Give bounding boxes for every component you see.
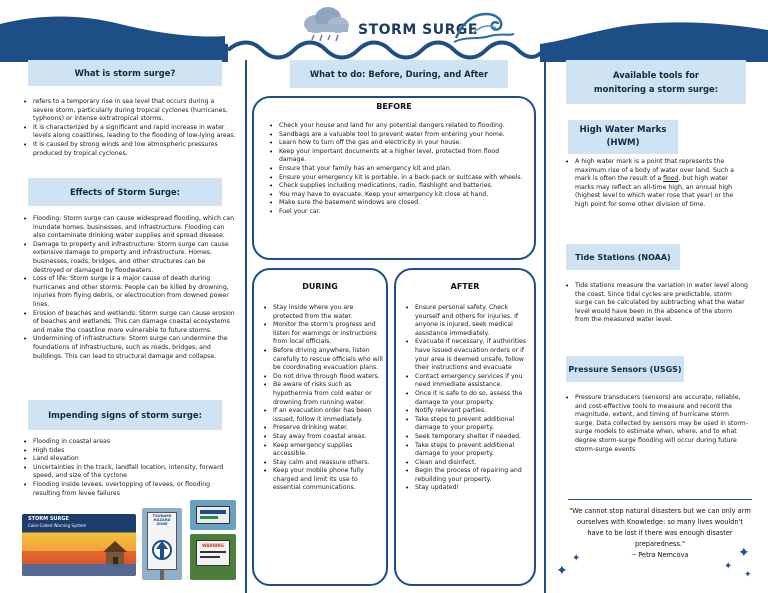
list-item: • Flooding inside levees, overtopping of levees, or flooding resulting from levee failures	[22, 481, 236, 498]
after-title: AFTER	[450, 282, 480, 291]
list-item: • Monitor the storm's progress and listen for warnings or instructions from local officials.	[262, 321, 384, 347]
sparkle-icon: ✦	[744, 570, 752, 580]
coastal-sign-image	[190, 500, 236, 530]
list-item: • Check supplies including medications, radio, flashlight and batteries.	[268, 182, 524, 191]
effects-list	[22, 215, 236, 361]
list-item: • Clean and disinfect.	[404, 459, 532, 468]
list-item: • Stay away from coastal areas.	[262, 433, 384, 442]
tide-list	[564, 282, 748, 325]
sparkle-icon: ✦	[724, 561, 733, 572]
list-item: • Once it is safe to do so, assess the damage to your property.	[404, 390, 532, 407]
list-item: • Make sure the basement windows are closed.	[268, 199, 524, 208]
list-item: • Keep your important documents at a higher level, protected from flood damage.	[268, 148, 524, 165]
list-item: • Flooding: Storm surge can cause widespread flooding, which can inundate homes, businesses, and infrastructure. Flooding can also contaminate drinking water supplies and spread disease.	[22, 215, 236, 241]
hwm-list	[564, 158, 748, 210]
hwm-text-start: A high water mark is a point that represents the maximum rise of a body of water over land. Such a mark is often the result of a	[575, 158, 734, 183]
column-divider-right	[544, 60, 546, 593]
list-item: • It is caused by strong winds and low atmospheric pressures produced by tropical cyclones.	[22, 141, 236, 158]
list-item: • Stay calm and reassure others.	[262, 459, 384, 468]
list-item: • Notify relevant parties.	[404, 407, 532, 416]
tide-stations-header: Tide Stations (NOAA)	[566, 244, 680, 270]
list-item: • Stay inside where you are protected from the water.	[262, 304, 384, 321]
list-item: • Erosion of beaches and wetlands: Storm surge can cause erosion of beaches and wetlands. This can damage coastal ecosystems and make the coastline more vulnerable to future storms.	[22, 310, 236, 336]
signs-list	[22, 438, 236, 498]
during-panel	[252, 268, 388, 586]
list-item: • Ensure your emergency kit is portable, in a back-pack or suitcase with wheels.	[268, 174, 524, 183]
sparkle-icon: ✦	[572, 553, 581, 564]
list-item: • High tides	[22, 447, 236, 456]
sparkle-icon: ✦	[738, 545, 750, 561]
quote-block	[568, 499, 752, 561]
quote-author: -- Petra Nemcova	[631, 551, 689, 559]
list-item: • refers to a temporary rise in sea level that occurs during a severe storm, particularly during tropical cyclones (hurricanes, typhoons) or intense extratropical storms.	[22, 98, 236, 124]
hwm-header: High Water Marks (HWM)	[568, 120, 678, 154]
effects-header: Effects of Storm Surge:	[28, 178, 222, 206]
list-item: • Seek temporary shelter if needed.	[404, 433, 532, 442]
what-to-do-header: What to do: Before, During, and After	[290, 60, 508, 88]
after-panel	[394, 268, 536, 586]
pressure-sensors-header: Pressure Sensors (USGS)	[566, 356, 684, 382]
before-list	[268, 122, 524, 217]
sparkle-icon: ✦	[556, 563, 568, 579]
evacuation-sign-image	[142, 508, 182, 580]
list-item: • Be aware of risks such as hypothermia from cold water or drowning from running water.	[262, 381, 384, 407]
list-item: • Do not drive through flood waters.	[262, 373, 384, 382]
list-item: • Ensure that your family has an emergency kit and plan.	[268, 165, 524, 174]
before-title: BEFORE	[376, 102, 412, 111]
after-list	[404, 304, 532, 493]
column-divider-left	[245, 60, 247, 593]
list-item: • Land elevation	[22, 455, 236, 464]
list-item: • Fuel your car.	[268, 208, 524, 217]
hwm-text-end: , but high water marks may reflect an all-time high, an annual high (highest level to which water rose that year) or the high point for some other division of time.	[575, 175, 734, 208]
list-item: • Sandbags are a valuable tool to prevent water from entering your home.	[268, 131, 524, 140]
list-item: • Tide stations measure the variation in water level along the coast. Since tidal cycles are predictable, storm surge can be calculated by subtracting what the water level would have been in the absence of the storm from the measured water level.	[564, 282, 748, 325]
list-item: • If an evacuation order has been issued, follow it immediately.	[262, 407, 384, 424]
quote-text: "We cannot stop natural disasters but we can only arm ourselves with Knowledge: so many lives wouldn't have to be lost if there was enough disaster preparedness."	[569, 507, 751, 548]
impending-signs-header: Impending signs of storm surge:	[28, 400, 222, 430]
what-is-list	[22, 98, 236, 158]
list-item	[564, 158, 748, 210]
list-item: • Loss of life: Storm surge is a major cause of death during hurricanes and other storms. People can be killed by drowning, injuries from flying debris, or electrocution from downed power lines.	[22, 275, 236, 309]
list-item: • Preserve drinking water.	[262, 424, 384, 433]
list-item: • Stay updated!	[404, 484, 532, 493]
list-item: • Before driving anywhere, listen carefully to rescue officials who will be coordinating evacuation plans.	[262, 347, 384, 373]
before-panel	[252, 96, 536, 260]
what-is-storm-surge-header: What is storm surge?	[28, 60, 222, 86]
wave-icon	[452, 4, 516, 44]
list-item: • Keep your mobile phone fully charged and limit its use to essential communications.	[262, 467, 384, 493]
list-item: • Contact emergency services if you need immediate assistance.	[404, 373, 532, 390]
during-title: DURING	[302, 282, 338, 291]
list-item: • Undermining of infrastructure: Storm surge can undermine the foundations of infrastructure, such as roads, bridges, and buildings. This can lead to structural damage and collapse.	[22, 335, 236, 361]
arrow-up-icon	[152, 536, 172, 564]
list-item: • It is characterized by a significant and rapid increase in water levels along coastlines, leading to the flooding of low-lying areas.	[22, 124, 236, 141]
list-item: • Begin the process of repairing and rebuilding your property.	[404, 467, 532, 484]
warning-system-image	[22, 514, 136, 576]
list-item: • Ensure personal safety. Check yourself and others for injuries. If anyone is injured, seek medical assistance immediately.	[404, 304, 532, 338]
page-title: STORM SURGE	[358, 22, 478, 38]
sign-label: TSUNAMI HAZARD ZONE	[152, 514, 172, 527]
list-item: • You may have to evacuate. Keep your emergency kit close at hand.	[268, 191, 524, 200]
list-item: • Uncertainties in the track, landfall location, intensity, forward speed, and size of the cyclone	[22, 464, 236, 481]
warning-system-subtitle: Color-Coded Warning System	[28, 523, 87, 528]
during-list	[262, 304, 384, 493]
warning-sign-label: WARNING	[202, 543, 224, 548]
list-item: • Pressure transducers (sensors) are accurate, reliable, and cost-effective tools to measure and record the magnitude, extent, and timing of hurricane storm surge. Data collected by sensors may be used in storm-surge models to estimate when, where, and to what degree storm-surge flooding will occur during future storm-surge events	[564, 394, 748, 454]
list-item: • Take steps to prevent additional damage to your property.	[404, 416, 532, 433]
flood-link[interactable]: flood	[663, 175, 679, 183]
storm-cloud-icon	[300, 4, 352, 44]
list-item: • Flooding in coastal areas	[22, 438, 236, 447]
available-tools-header: Available tools for monitoring a storm surge:	[566, 60, 746, 104]
list-item: • Learn how to turn off the gas and electricity in your house.	[268, 139, 524, 148]
warning-sign-image	[190, 534, 236, 580]
list-item: • Take steps to prevent additional damage to your property.	[404, 442, 532, 459]
warning-system-title: STORM SURGE	[28, 516, 69, 522]
list-item: • Check your house and land for any potential dangers related to flooding.	[268, 122, 524, 131]
pressure-list	[564, 394, 748, 454]
list-item: • Keep emergency supplies accessible.	[262, 442, 384, 459]
list-item: • Evacuate if necessary, if authorities have issued evacuation orders or if your area is deemed unsafe, follow their instructions and evacuate	[404, 338, 532, 372]
list-item: • Damage to property and infrastructure: Storm surge can cause extensive damage to property and infrastructure. Homes, businesses, roads, bridges, and other structures can be destroyed or damaged by floodwaters.	[22, 241, 236, 275]
